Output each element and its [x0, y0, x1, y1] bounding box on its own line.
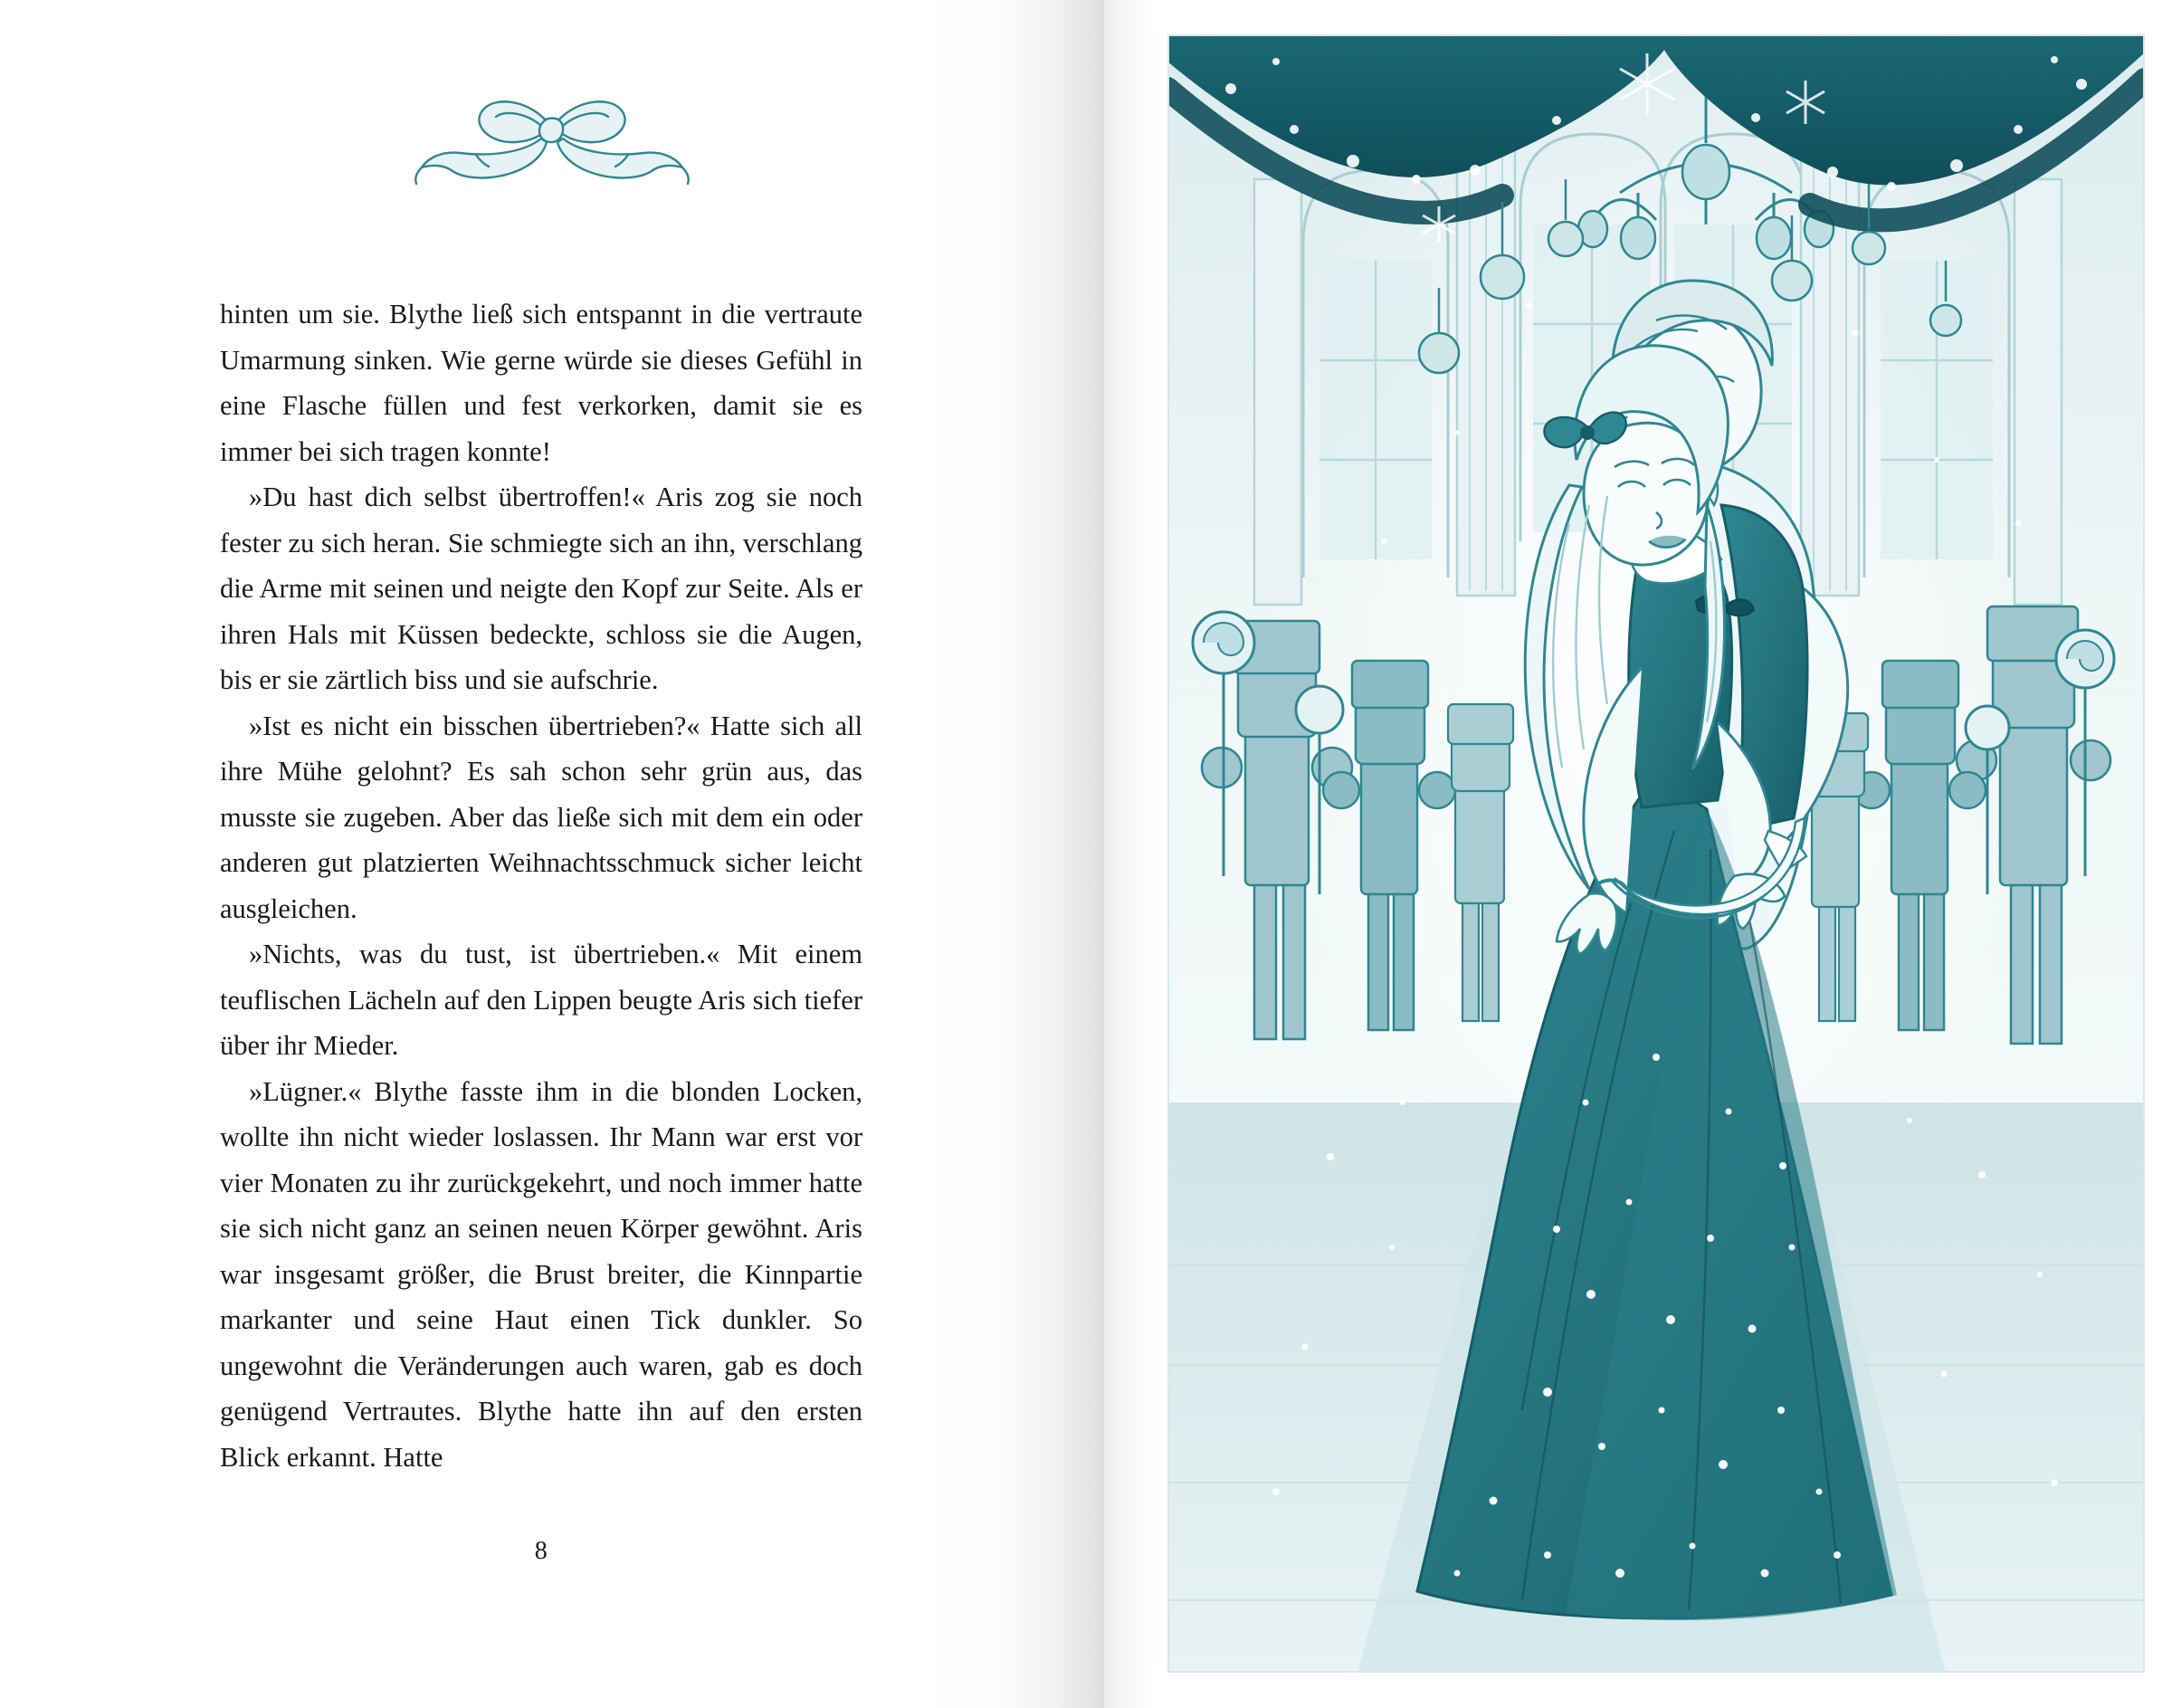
ribbon-bow-ornament	[0, 65, 1104, 210]
paragraph: »Nichts, was du tust, ist übertrieben.« Mit einem teuflischen Lächeln auf den Lippen beugte Aris sich tiefer über ihr Mieder.	[220, 939, 862, 1061]
right-page	[1104, 0, 2172, 1708]
page-number: 8	[534, 1537, 548, 1565]
ballroom-couple-illustration	[1167, 34, 2145, 1673]
body-text	[220, 291, 862, 1480]
gutter-shadow	[923, 0, 1104, 1708]
paragraph: »Du hast dich selbst übertroffen!« Aris zog sie noch fester zu sich heran. Sie schmiegte sich an ihn, verschlang die Arme mit seinen und neigte den Kopf zur Seite. Als er ihren Hals mit Küssen bedeckte, schloss sie die Augen, bis er sie zärtlich biss und sie aufschrie.	[220, 482, 862, 695]
paragraph: »Ist es nicht ein bisschen übertrieben?« Hatte sich all ihre Mühe gelohnt? Es sah schon sehr grün aus, das musste sie zugeben. Aber das ließe sich mit dem ein oder anderen gut platzierten Weihnachtsschmuck sicher leicht ausgleichen.	[220, 710, 862, 924]
paragraph: »Lügner.« Blythe fasste ihm in die blonden Locken, wollte ihn nicht wieder loslassen. Ihr Mann war erst vor vier Monaten zu ihr zurückgekehrt, und noch immer hatte sie sich nicht ganz an seinen neuen Körper gewöhnt. Aris war insgesamt größer, die Brust breiter, die Kinnpartie markanter und seine Haut einen Tick dunkler. So ungewohnt die Veränderungen auch waren, gab es doch genügend Vertrautes. Blythe hatte ihn auf den ersten Blick erkannt. Hatte	[220, 1075, 862, 1473]
paragraph: hinten um sie. Blythe ließ sich entspannt in die vertraute Umarmung sinken. Wie gerne würde sie dieses Gefühl in eine Flasche füllen und fest verkorken, damit sie es immer bei sich tragen konnte!	[220, 299, 862, 467]
gutter-shadow-right	[1104, 0, 1158, 1708]
